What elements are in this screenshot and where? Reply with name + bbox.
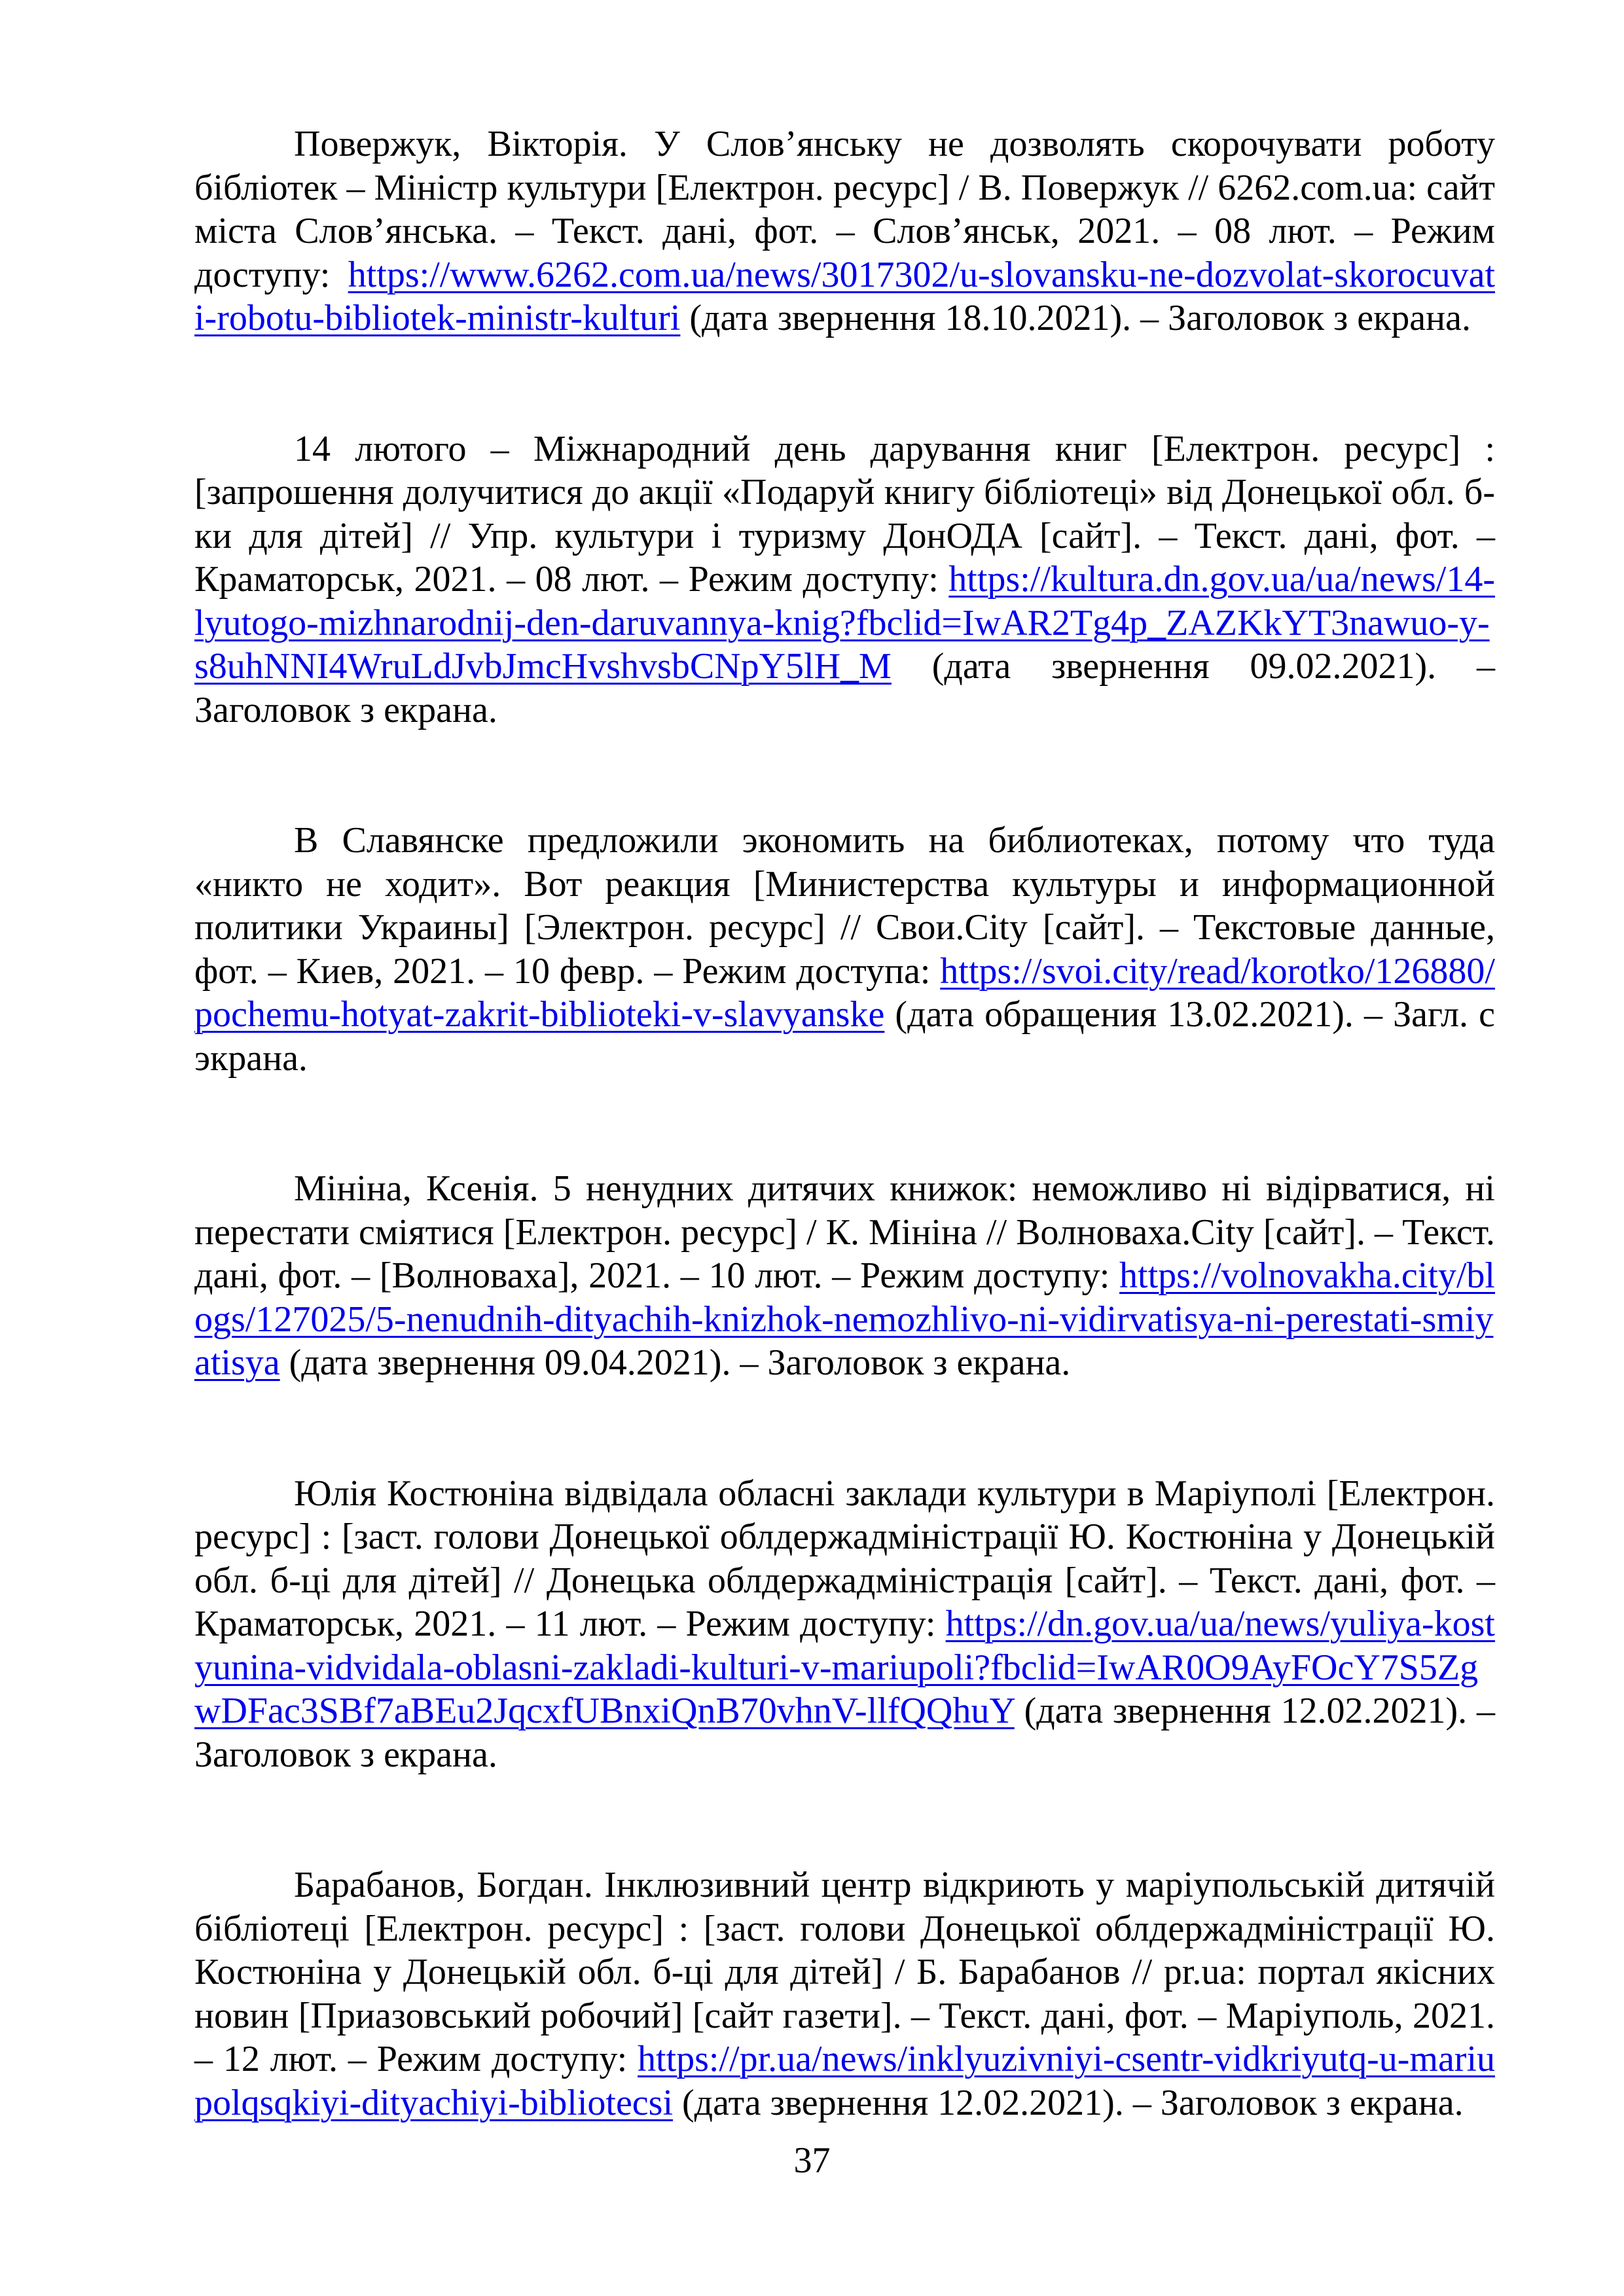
entry-text: Барабанов, Богдан. Інклюзивний центр відкриють у маріупольській дитячій бібліотеці [Електрон. ресурс] : [заст. голови Донецької облдержадміністрації Ю. Костюніна у Донецькій обл. б-ці для дітей] / Б. Барабанов // pr.ua: портал якісних новин [Приазовський робочий] [сайт газети]. – Текст. дані, фот. – Маріуполь, 2021. – 12 лют. – Режим доступу: (194, 1865, 1495, 2079)
entry-access-date: (дата обращения 13.02.2021). – Загл. с экрана. (194, 994, 1495, 1079)
entry-link[interactable]: https://svoi.city/read/korotko/126880/pochemu-hotyat-zakrit-biblioteki-v-slavyanske (194, 950, 1495, 1035)
entry-text: Юлія Костюніна відвідала обласні заклади культури в Маріуполі [Електрон. ресурс] : [заст. голови Донецької облдержадміністрації Ю. Костюніна у Донецькій обл. б-ці для дітей] // Донецька облдержадміністрація [сайт]. – Текст. дані, фот. – Краматорськ, 2021. – 11 лют. – Режим доступу: (194, 1473, 1495, 1644)
entry-text: Повержук, Вікторія. У Слов’янську не дозволять скорочувати роботу бібліотек – Міністр культури [Електрон. ресурс] / В. Повержук // 6262.com.ua: сайт міста Слов’янська. – Текст. дані, фот. – Слов’янськ, 2021. – 08 лют. – Режим доступу: (194, 124, 1495, 295)
bibliography-entry-5 (194, 1472, 1495, 1777)
entry-text: В Славянске предложили экономить на библиотеках, потому что туда «никто не ходит». Вот реакция [Министерства культуры и информационной политики Украины] [Электрон. ресурс] // Свои.City [сайт]. – Текстовые данные, фот. – Киев, 2021. – 10 февр. – Режим доступа: (194, 820, 1495, 992)
entry-access-date: (дата звернення 18.10.2021). – Заголовок з екрана. (680, 298, 1471, 338)
bibliography-entry-4 (194, 1167, 1495, 1385)
entry-text: Мініна, Ксенія. 5 ненудних дитячих книжок: неможливо ні відірватися, ні перестати сміятися [Електрон. ресурс] / К. Мініна // Волноваха.City [сайт]. – Текст. дані, фот. – [Волноваха], 2021. – 10 лют. – Режим доступу: (194, 1168, 1495, 1296)
entry-text: 14 лютого – Міжнародний день дарування книг [Електрон. ресурс] : [запрошення долучитися до акції «Подаруй книгу бібліотеці» від Донецької обл. б-ки для дітей] // Упр. культури і туризму ДонОДА [сайт]. – Текст. дані, фот. – Краматорськ, 2021. – 08 лют. – Режим доступу: (194, 428, 1495, 600)
entry-access-date: (дата звернення 12.02.2021). – Заголовок з екрана. (673, 2082, 1464, 2123)
entry-link[interactable]: https://pr.ua/news/inklyuzivniyi-csentr-vidkriyutq-u-mariupolqsqkiyi-dityachiyi-bibliotecsi (194, 2039, 1495, 2123)
entry-access-date: (дата звернення 09.04.2021). – Заголовок з екрана. (280, 1342, 1071, 1383)
entry-link[interactable]: https://dn.gov.ua/ua/news/yuliya-kostyunina-vidvidala-oblasni-zakladi-kulturi-v-mariupoli?fbclid=IwAR0O9AyFOcY7S5ZgwDFac3SBf7aBEu2JqcxfUBnxiQnB70vhnV-llfQQhuY (194, 1604, 1495, 1731)
page-number: 37 (793, 2140, 831, 2181)
entry-access-date: (дата звернення 12.02.2021). – Заголовок з екрана. (194, 1691, 1495, 1775)
document-body (194, 122, 1495, 2212)
bibliography-entry-1 (194, 122, 1495, 340)
bibliography-entry-6 (194, 1863, 1495, 2125)
bibliography-entry-2 (194, 427, 1495, 732)
entry-link[interactable]: https://volnovakha.city/blogs/127025/5-nenudnih-dityachih-knizhok-nemozhlivo-ni-vidirvatisya-ni-perestati-smiyatisya (194, 1255, 1495, 1383)
entry-access-date: (дата звернення 09.02.2021). – Заголовок з екрана. (194, 646, 1495, 730)
entry-link[interactable]: https://kultura.dn.gov.ua/ua/news/14-lyutogo-mizhnarodnij-den-daruvannya-knig?fbclid=IwAR2Tg4p_ZAZKkYT3nawuo-y-s8uhNNI4WruLdJvbJmcHvshvsbCNpY5lH_M (194, 559, 1495, 687)
entry-link[interactable]: https://www.6262.com.ua/news/3017302/u-slovansku-ne-dozvolat-skorocuvati-robotu-bibliotek-ministr-kulturi (194, 254, 1495, 338)
bibliography-entry-3 (194, 819, 1495, 1080)
